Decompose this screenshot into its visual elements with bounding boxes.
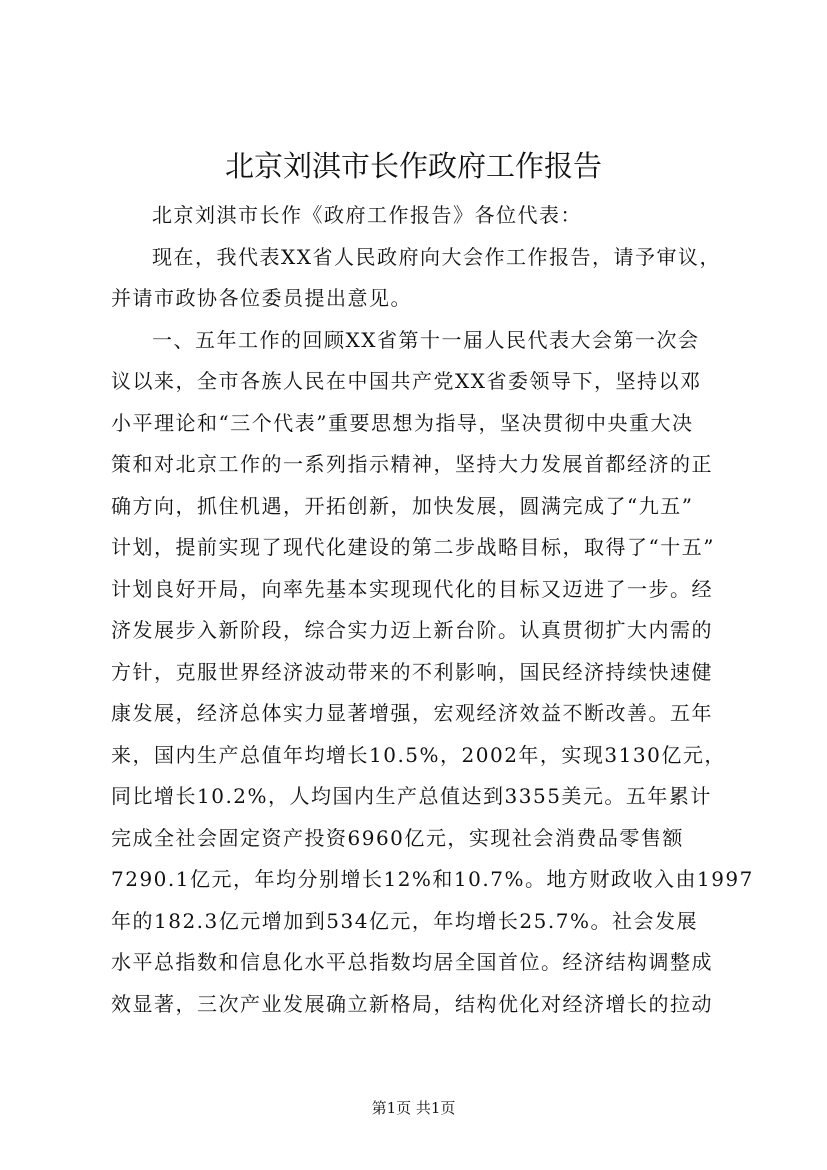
body-line: 同比增长10.2%，人均国内生产总值达到3355美元。五年累计 (111, 784, 712, 808)
body-line: 效显著，三次产业发展确立新格局，结构优化对经济增长的拉动 (111, 991, 713, 1016)
body-line: 小平理论和“三个代表”重要思想为指导，坚决贯彻中央重大决 (111, 410, 694, 435)
body-line: 完成全社会固定资产投资6960亿元，实现社会消费品零售额 (111, 825, 684, 850)
body-line: 北京刘淇市长作《政府工作报告》各位代表： (152, 203, 582, 227)
body-line: 7290.1亿元，年均分别增长12%和10.7%。地方财政收入由1997 (111, 867, 754, 891)
document-title: 北京刘淇市长作政府工作报告 (224, 149, 602, 183)
body-line: 方针，克服世界经济波动带来的不利影响，国民经济持续快速健 (111, 659, 713, 684)
body-line: 并请市政协各位委员提出意见。 (111, 286, 412, 310)
body-line: 计划，提前实现了现代化建设的第二步战略目标，取得了“十五” (111, 535, 715, 559)
body-line: 确方向，抓住机遇，开拓创新，加快发展，圆满完成了“九五” (111, 493, 694, 518)
body-line: 策和对北京工作的一系列指示精神，坚持大力发展首都经济的正 (111, 452, 713, 476)
body-line: 水平总指数和信息化水平总指数均居全国首位。经济结构调整成 (111, 950, 713, 974)
body-line: 康发展，经济总体实力显著增强，宏观经济效益不断改善。五年 (111, 701, 713, 725)
body-line: 年的182.3亿元增加到534亿元，年均增长25.7%。社会发展 (111, 908, 698, 933)
body-line: 现在，我代表XX省人民政府向大会作工作报告，请予审议， (152, 244, 721, 269)
body-line: 来，国内生产总值年均增长10.5%，2002年，实现3130亿元， (111, 742, 726, 767)
body-line: 计划良好开局，向率先基本实现现代化的目标又迈进了一步。经 (111, 576, 713, 601)
body-line: 议以来，全市各族人民在中国共产党XX省委领导下，坚持以邓 (111, 369, 702, 393)
body-line: 一、五年工作的回顾XX省第十一届人民代表大会第一次会 (152, 327, 700, 352)
body-line: 济发展步入新阶段，综合实力迈上新台阶。认真贯彻扩大内需的 (111, 618, 713, 642)
document-body (111, 195, 754, 1025)
page-footer: 第1页 共1页 (371, 1099, 456, 1117)
